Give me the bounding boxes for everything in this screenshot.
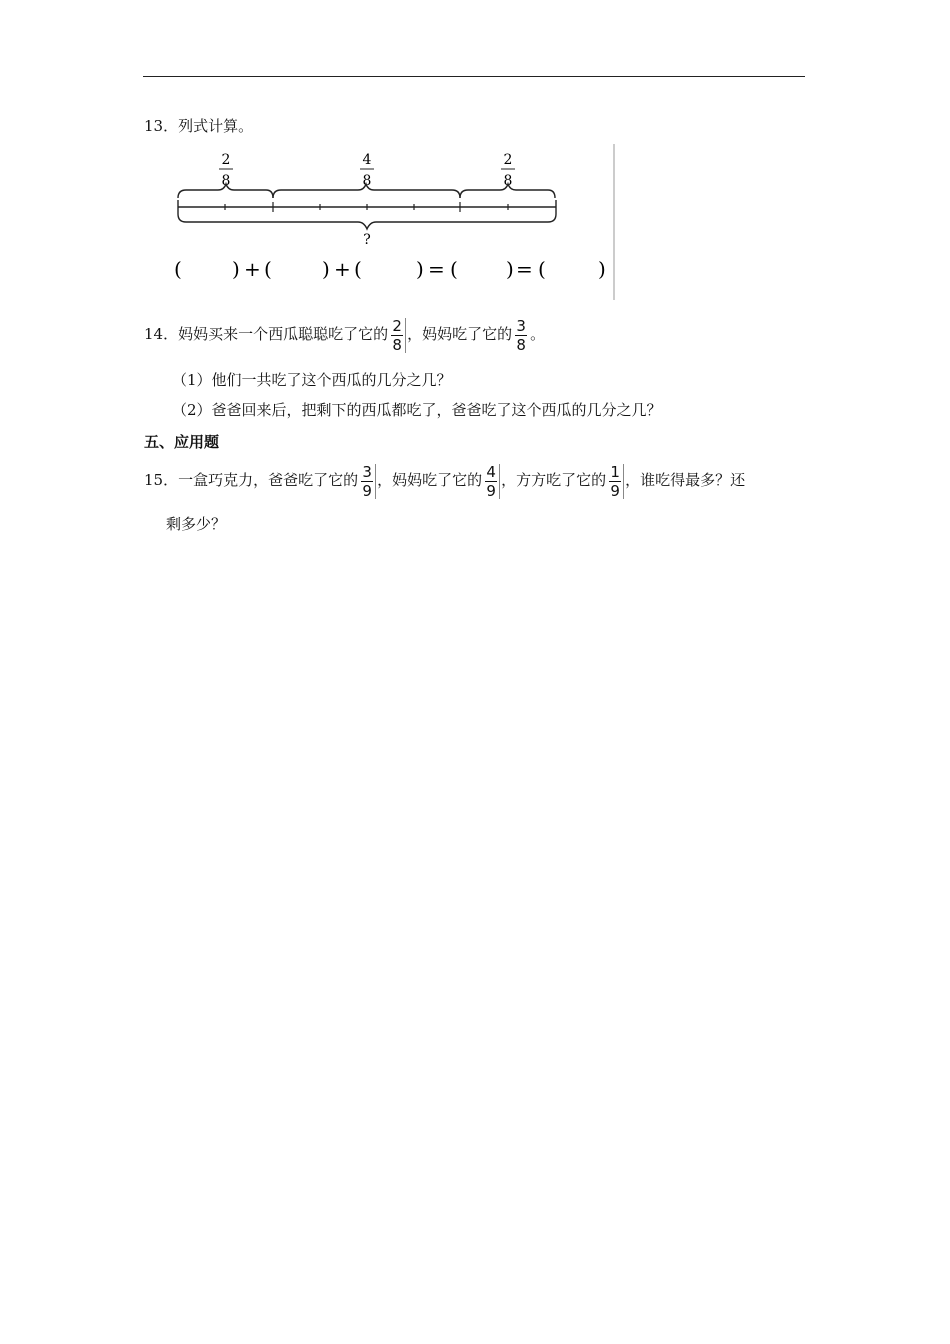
q14-frac-1: $\frac{2}{8}$ (389, 318, 406, 353)
q15-line-2: 剩多少？ (166, 515, 227, 533)
q14-frac-2: $\frac{3}{8}$ (516, 316, 526, 354)
svg-text:4: 4 (362, 152, 372, 168)
svg-text:+: + (244, 257, 261, 281)
bottom-brace (178, 214, 556, 229)
top-brace-2 (273, 184, 460, 198)
q14-sub-2: （2）爸爸回来后，把剩下的西瓜都吃了，爸爸吃了这个西瓜的几分之几？ (172, 401, 662, 419)
q15-stem: 15．一盒巧克力，爸爸吃了它的 $\frac{3}{9}$ ，妈妈吃了它的 $\frac{4}{9}$ ，方方吃了它的 $\frac{1}{9}$ ，谁吃得最多？还 (144, 462, 746, 500)
top-brace-3 (460, 184, 555, 198)
svg-text:(: ( (264, 257, 272, 281)
q14-stem: 14．妈妈买来一个西瓜聪聪吃了它的 $\frac{2}{8}$ ，妈妈吃了它的 $\frac{3}{8}$ 。 (144, 316, 546, 354)
svg-text:=: = (428, 257, 445, 281)
q13-diagram (170, 144, 620, 302)
q15-frac-3: $\frac{1}{9}$ (607, 464, 624, 499)
svg-text:(: ( (538, 257, 546, 281)
svg-text:(: ( (450, 257, 458, 281)
svg-text:8: 8 (221, 173, 231, 189)
header-rule (143, 76, 805, 77)
q15-frac-2: $\frac{4}{9}$ (483, 464, 500, 499)
svg-text:): ) (232, 257, 240, 281)
svg-text:(: ( (354, 257, 362, 281)
svg-text:): ) (506, 257, 514, 281)
svg-text:=: = (516, 257, 533, 281)
q15-frac-1: $\frac{3}{9}$ (359, 464, 376, 499)
question-mark: ? (363, 232, 371, 248)
svg-text:(: ( (174, 257, 182, 281)
svg-text:): ) (322, 257, 330, 281)
q14-sub-1: （1）他们一共吃了这个西瓜的几分之几？ (172, 371, 452, 389)
top-frac-2 (360, 152, 374, 189)
svg-text:8: 8 (362, 173, 372, 189)
equation-row (174, 257, 606, 281)
svg-text:8: 8 (503, 173, 513, 189)
q13-label: 13．列式计算。 (144, 117, 254, 135)
top-brace-1 (178, 184, 273, 198)
svg-text:): ) (416, 257, 424, 281)
svg-text:2: 2 (503, 152, 513, 168)
section-heading: 五、应用题 (144, 433, 220, 451)
svg-text:+: + (334, 257, 351, 281)
svg-text:): ) (598, 257, 606, 281)
svg-text:2: 2 (221, 152, 231, 168)
